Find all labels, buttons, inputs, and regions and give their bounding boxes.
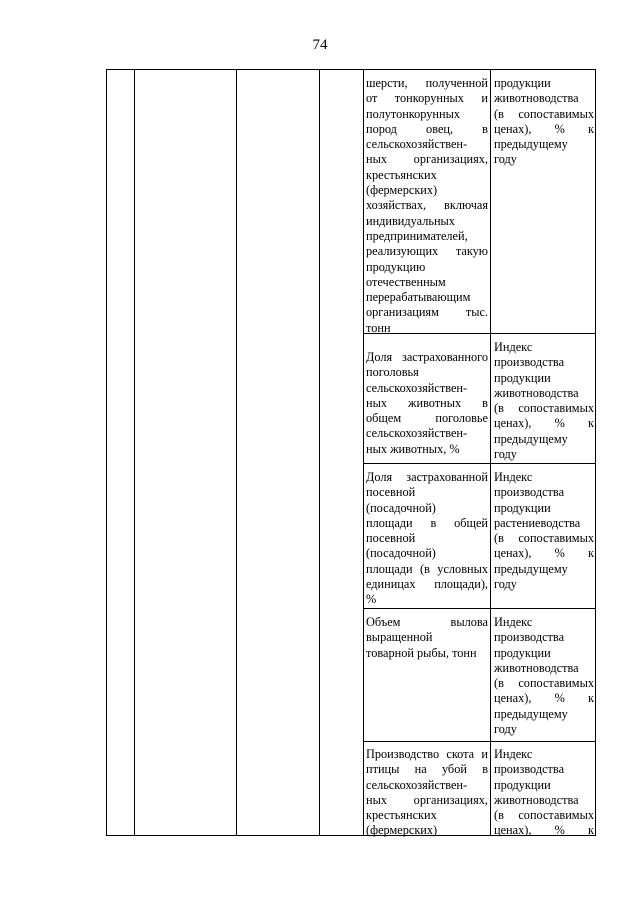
row-divider	[363, 463, 595, 464]
cell-text-line: продукции	[494, 500, 551, 515]
cell-text-line: крестьянских	[366, 808, 437, 823]
cell-text-line: Объем вылова	[366, 615, 488, 629]
cell-text-line: производства	[494, 355, 565, 370]
cell-text-line: Индекс	[494, 340, 533, 354]
row-divider	[363, 741, 595, 742]
cell-text-line: посевной	[366, 531, 416, 546]
cell-text-line: ценах), % к	[494, 691, 594, 706]
program-indicator-cell	[494, 76, 594, 168]
program-indicator-cell	[494, 615, 594, 737]
cell-text-line: ценах), % к	[494, 823, 594, 838]
cell-text-line: организациям тыс.	[366, 305, 488, 320]
indicator-cell	[366, 615, 488, 661]
cell-text-line: %	[366, 592, 377, 607]
cell-text-line: (в сопоставимых	[494, 808, 594, 823]
cell-text-line: сельскохозяйствен-	[366, 137, 468, 152]
cell-text-line: ценах), % к	[494, 546, 594, 561]
cell-text-line: Индекс	[494, 615, 533, 629]
cell-text-line: Индекс	[494, 470, 533, 484]
cell-text-line: ных организациях,	[366, 792, 488, 807]
cell-text-line: предыдущему	[494, 706, 568, 721]
program-indicator-cell	[494, 340, 594, 462]
cell-text-line: предыдущему	[494, 431, 568, 446]
cell-text-line: Доля застрахованной	[366, 470, 488, 484]
cell-text-line: отечественным	[366, 274, 446, 289]
cell-text-line: птицы на убой в	[366, 762, 488, 777]
cell-text-line: единицах площади),	[366, 577, 488, 592]
column-divider	[363, 70, 364, 835]
cell-text-line: сельскохозяйствен-	[366, 777, 468, 792]
column-divider	[490, 70, 491, 835]
cell-text-line: тонн	[366, 320, 391, 335]
column-divider	[236, 70, 237, 835]
cell-text-line: выращенной	[366, 630, 433, 645]
cell-text-line: продукции	[494, 76, 551, 90]
cell-text-line: сельскохозяйствен-	[366, 426, 468, 441]
cell-text-line: поголовья	[366, 365, 419, 380]
cell-text-line: году	[494, 152, 517, 167]
cell-text-line: (в сопоставимых	[494, 106, 594, 121]
cell-text-line: площади в общей	[366, 515, 488, 530]
indicator-cell	[366, 747, 488, 839]
cell-text-line: (фермерских)	[366, 823, 438, 838]
cell-text-line: предыдущему	[494, 561, 568, 576]
indicator-cell	[366, 76, 488, 336]
indicator-cell	[366, 470, 488, 608]
cell-text-line: (фермерских)	[366, 183, 438, 198]
cell-text-line: (в сопоставимых	[494, 401, 594, 416]
cell-text-line: году	[494, 722, 517, 737]
cell-text-line: производства	[494, 630, 565, 645]
cell-text-line: продукции	[494, 370, 551, 385]
cell-text-line: ценах), % к	[494, 416, 594, 431]
cell-text-line: Индекс	[494, 747, 533, 761]
cell-text-line: предыдущему	[494, 137, 568, 152]
cell-text-line: Доля застрахованного	[366, 350, 488, 364]
page-number: 74	[312, 37, 328, 53]
cell-text-line: (посадочной)	[366, 500, 436, 515]
cell-text-line: (посадочной)	[366, 546, 436, 561]
cell-text-line: растениеводства	[494, 515, 581, 530]
indicator-cell	[366, 350, 488, 457]
cell-text-line: (в сопоставимых	[494, 531, 594, 546]
cell-text-line: шерсти, полученной	[366, 76, 488, 90]
column-divider	[319, 70, 320, 835]
cell-text-line: пород овец, в	[366, 121, 488, 136]
cell-text-line: производства	[494, 485, 565, 500]
cell-text-line: предпринимателей,	[366, 228, 468, 243]
cell-text-line: животноводства	[494, 91, 579, 106]
cell-text-line: животноводства	[494, 385, 579, 400]
row-divider	[363, 608, 595, 609]
cell-text-line: животноводства	[494, 660, 579, 675]
cell-text-line: индивидуальных	[366, 213, 455, 228]
cell-text-line: ных животных в	[366, 395, 488, 410]
indicators-table	[106, 69, 596, 836]
cell-text-line: посевной	[366, 485, 416, 500]
cell-text-line: ных организациях,	[366, 152, 488, 167]
program-indicator-cell	[494, 470, 594, 592]
cell-text-line: продукцию	[366, 259, 426, 274]
cell-text-line: году	[494, 447, 517, 462]
cell-text-line: полутонкорунных	[366, 106, 460, 121]
cell-text-line: сельскохозяйствен-	[366, 380, 468, 395]
cell-text-line: ценах), % к	[494, 121, 594, 136]
cell-text-line: перерабатывающим	[366, 290, 471, 305]
cell-text-line: товарной рыбы, тонн	[366, 645, 477, 660]
cell-text-line: производства	[494, 762, 565, 777]
cell-text-line: крестьянских	[366, 167, 437, 182]
cell-text-line: ных животных, %	[366, 441, 460, 456]
column-divider	[134, 70, 135, 835]
cell-text-line: Производство скота и	[366, 747, 488, 761]
cell-text-line: общем поголовье	[366, 411, 488, 426]
cell-text-line: (в сопоставимых	[494, 676, 594, 691]
cell-text-line: животноводства	[494, 792, 579, 807]
cell-text-line: площади (в условных	[366, 561, 488, 576]
cell-text-line: продукции	[494, 777, 551, 792]
cell-text-line: продукции	[494, 645, 551, 660]
cell-text-line: реализующих такую	[366, 244, 488, 259]
cell-text-line: году	[494, 577, 517, 592]
cell-text-line: от тонкорунных и	[366, 91, 488, 106]
program-indicator-cell	[494, 747, 594, 839]
cell-text-line: хозяйствах, включая	[366, 198, 488, 213]
